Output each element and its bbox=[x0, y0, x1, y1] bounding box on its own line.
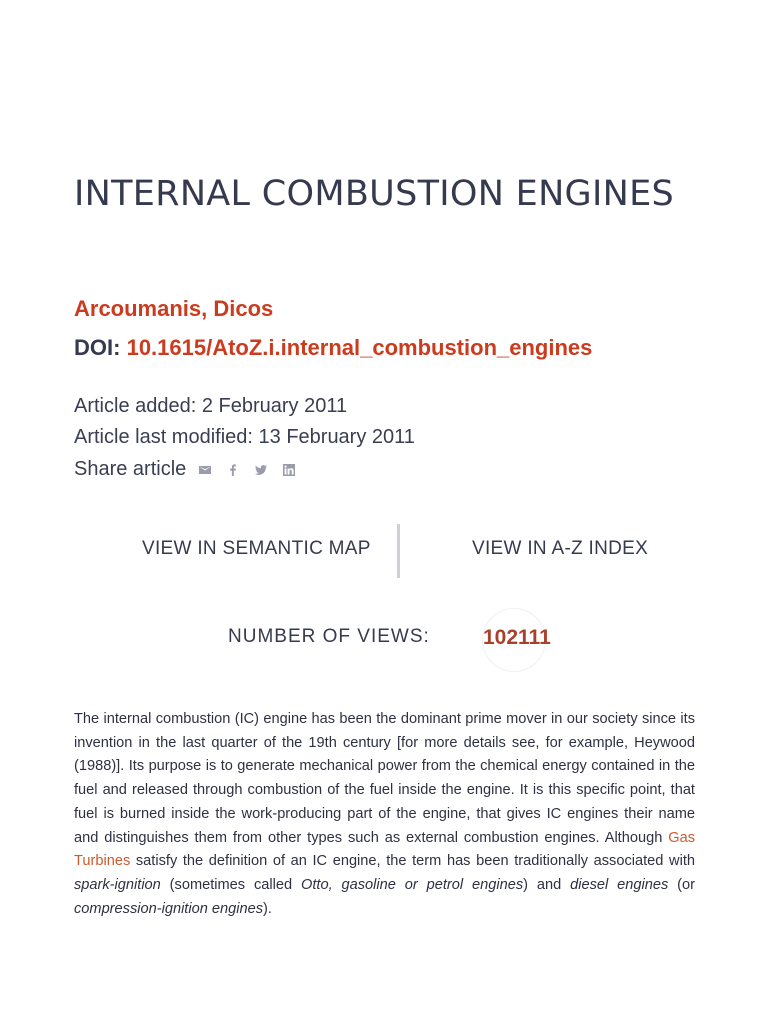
emphasis-diesel-engines: diesel engines bbox=[570, 876, 669, 893]
view-semantic-map-link[interactable]: VIEW IN SEMANTIC MAP bbox=[142, 538, 371, 559]
article-body-paragraph bbox=[74, 708, 695, 921]
author-link[interactable]: Arcoumanis, Dicos bbox=[74, 296, 274, 321]
gas-turbines-link[interactable]: Gas Turbines bbox=[74, 829, 695, 870]
body-text-segment: (or bbox=[668, 876, 695, 893]
share-icons bbox=[198, 463, 296, 477]
article-title: INTERNAL COMBUSTION ENGINES bbox=[74, 174, 675, 214]
body-text-segment: satisfy the definition of an IC engine, the term has been traditionally associated with bbox=[130, 853, 695, 870]
twitter-icon[interactable] bbox=[254, 463, 268, 477]
body-text-segment: ) and bbox=[523, 876, 571, 893]
body-text-segment: The internal combustion (IC) engine has been the dominant prime mover in our society since its invention in the last quarter of the 19th century [for more details see, for example, Heywood (1988)]. Its purpose is to generate mechanical power from the chemical energy contained in the fuel and released through combustion of the fuel inside the engine. It is this specific point, that fuel is burned inside the work-producing part of the engine, that gives IC engines their name and distinguishes them from other types such as external combustion engines. Although bbox=[74, 711, 695, 846]
body-text-segment: ). bbox=[263, 900, 272, 917]
emphasis-spark-ignition: spark-ignition bbox=[74, 876, 161, 893]
email-icon[interactable] bbox=[198, 463, 212, 477]
body-text-segment: (sometimes called bbox=[160, 876, 301, 893]
linkedin-icon[interactable] bbox=[282, 463, 296, 477]
views-count: 102111 bbox=[483, 626, 551, 649]
nav-divider bbox=[397, 524, 400, 578]
share-label: Share article bbox=[74, 458, 187, 480]
doi-line bbox=[74, 335, 592, 361]
view-az-index-link[interactable]: VIEW IN A-Z INDEX bbox=[472, 538, 649, 559]
doi-label: DOI: bbox=[74, 335, 121, 360]
share-row bbox=[74, 458, 296, 481]
facebook-icon[interactable] bbox=[226, 463, 240, 477]
views-label: NUMBER OF VIEWS: bbox=[228, 626, 430, 647]
article-added-date: Article added: 2 February 2011 bbox=[74, 395, 348, 417]
emphasis-compression-ignition: compression-ignition engines bbox=[74, 900, 264, 917]
doi-link[interactable]: 10.1615/AtoZ.i.internal_combustion_engines bbox=[126, 335, 593, 360]
emphasis-otto-engines: Otto, gasoline or petrol engines bbox=[301, 876, 524, 893]
article-modified-date: Article last modified: 13 February 2011 bbox=[74, 426, 415, 448]
